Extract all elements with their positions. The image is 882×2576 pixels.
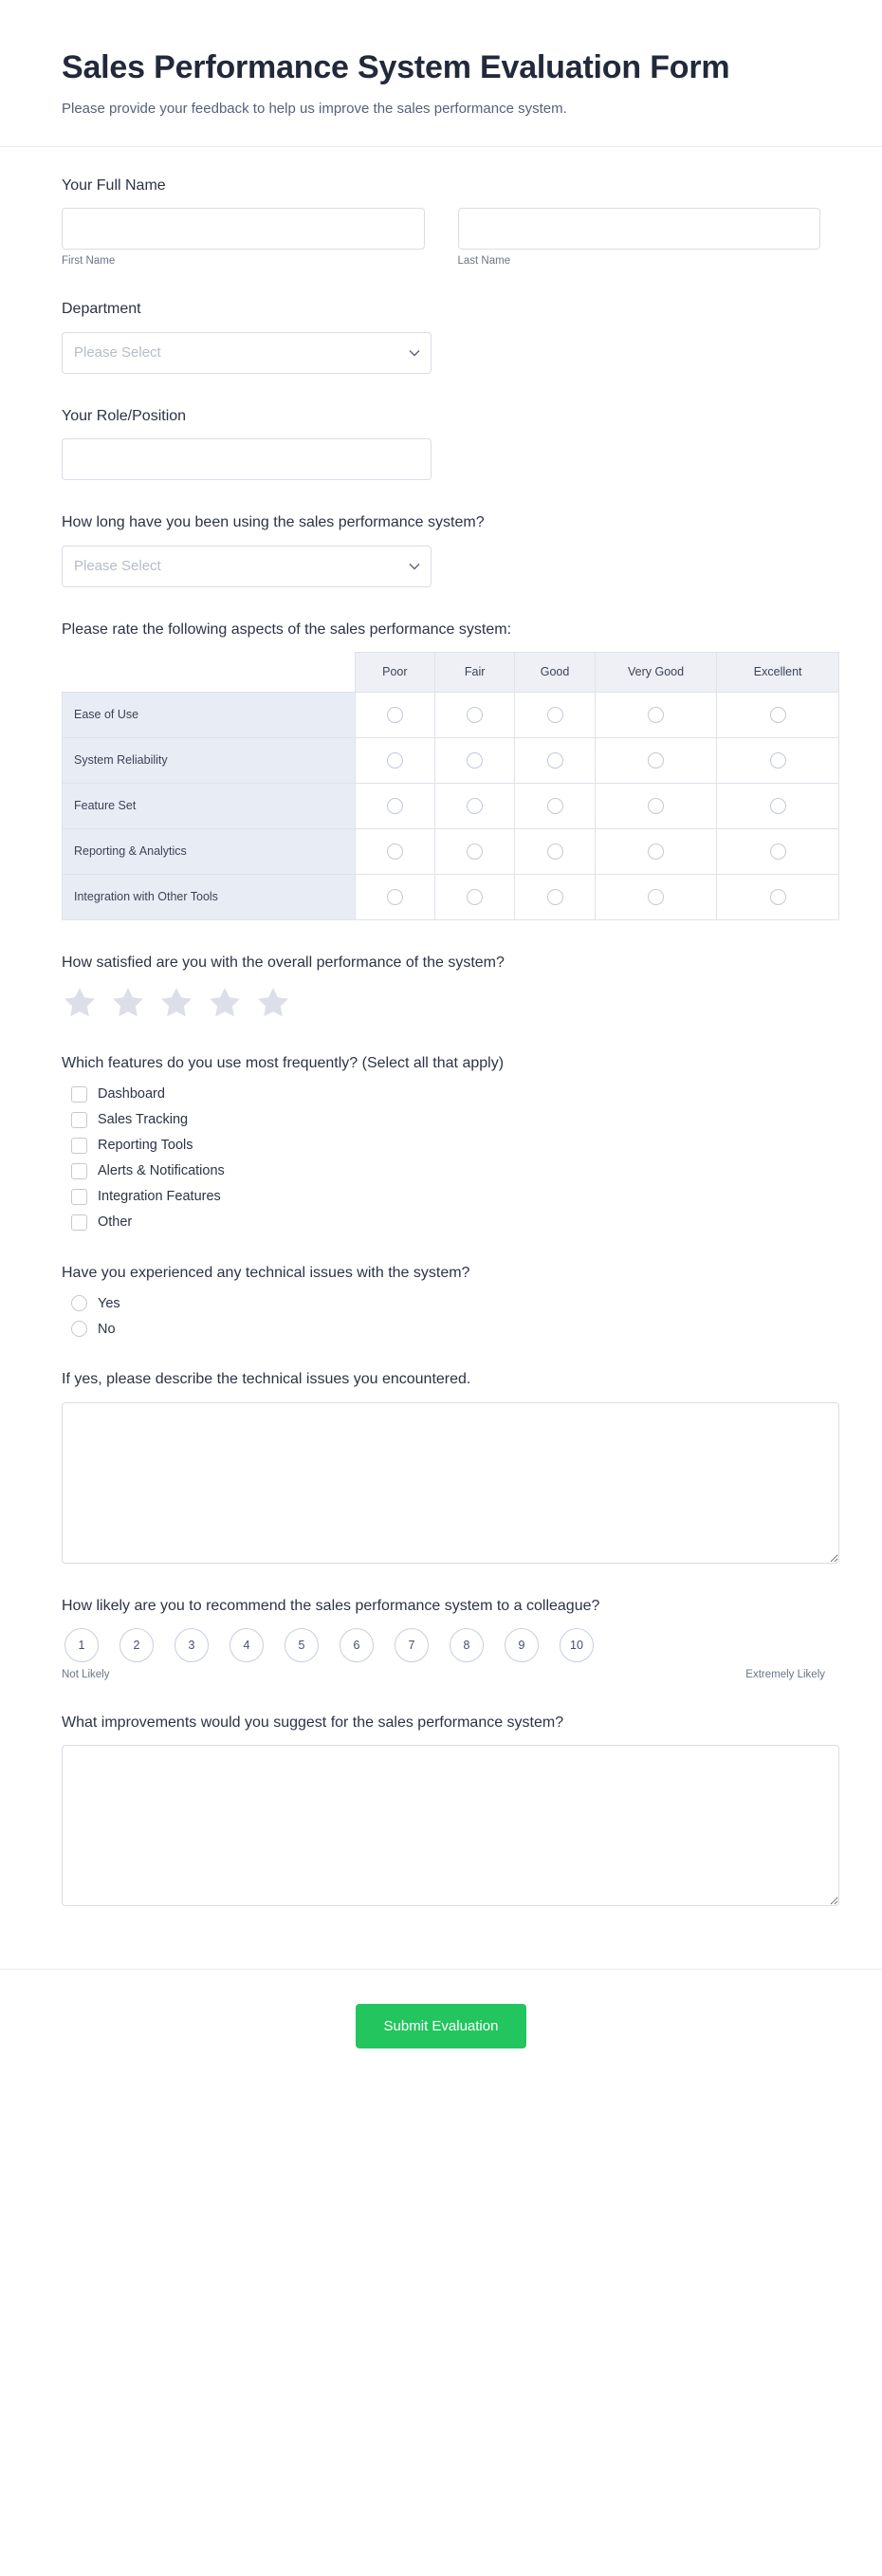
technical-issues-options: [62, 1295, 820, 1337]
matrix-cell[interactable]: [355, 737, 434, 783]
full-name-label: Your Full Name: [62, 177, 166, 195]
list-item[interactable]: [62, 1138, 820, 1154]
list-item[interactable]: [62, 1321, 820, 1337]
matrix-cell[interactable]: [435, 783, 515, 828]
matrix-row-label: Reporting & Analytics: [63, 828, 356, 874]
matrix-cell[interactable]: [515, 828, 595, 874]
checkbox-icon[interactable]: [71, 1112, 87, 1128]
last-name-group: [458, 208, 821, 267]
form-header: [0, 0, 882, 147]
department-label: Department: [62, 301, 141, 318]
option-label: Integration Features: [98, 1189, 221, 1205]
matrix-cell[interactable]: [717, 737, 839, 783]
first-name-input[interactable]: [62, 208, 425, 250]
matrix-radio[interactable]: [648, 707, 664, 723]
star-rating-label: How satisfied are you with the overall performance of the system?: [62, 954, 505, 971]
matrix-radio[interactable]: [467, 889, 483, 905]
nps-legend: [62, 1669, 825, 1680]
question-duration: [62, 512, 820, 586]
matrix-radio[interactable]: [547, 798, 563, 814]
features-label: Which features do you use most frequently? (Select all that apply): [62, 1055, 505, 1072]
matrix-radio[interactable]: [387, 889, 403, 905]
nps-option[interactable]: 6: [340, 1628, 374, 1662]
duration-label: How long have you been using the sales performance system?: [62, 514, 485, 531]
nps-option[interactable]: 2: [119, 1628, 154, 1662]
role-label: Your Role/Position: [62, 407, 187, 424]
option-label: Yes: [98, 1295, 120, 1311]
matrix-radio[interactable]: [648, 752, 664, 769]
issue-description-textarea[interactable]: [62, 1402, 839, 1564]
matrix-radio[interactable]: [387, 752, 403, 769]
matrix-radio[interactable]: [547, 752, 563, 769]
matrix-cell[interactable]: [717, 874, 839, 919]
matrix-cell[interactable]: [435, 737, 515, 783]
matrix-radio[interactable]: [648, 843, 664, 860]
matrix-cell[interactable]: [515, 874, 595, 919]
matrix-radio[interactable]: [467, 843, 483, 860]
matrix-cell[interactable]: [355, 783, 434, 828]
matrix-cell[interactable]: [717, 692, 839, 737]
star-icon[interactable]: [62, 985, 98, 1021]
last-name-sublabel: Last Name: [457, 255, 511, 268]
matrix-cell[interactable]: [717, 783, 839, 828]
role-input[interactable]: [62, 438, 432, 480]
option-label: Reporting Tools: [98, 1138, 193, 1154]
table-row: [63, 783, 839, 828]
question-department: [62, 299, 820, 373]
matrix-head: [63, 652, 839, 692]
radio-icon[interactable]: [71, 1295, 87, 1311]
nps-option[interactable]: 4: [230, 1628, 264, 1662]
matrix-cell[interactable]: [355, 874, 434, 919]
matrix-radio[interactable]: [467, 752, 483, 769]
form-subtitle: Please provide your feedback to help us improve the sales performance system.: [62, 100, 567, 117]
matrix-radio[interactable]: [547, 707, 563, 723]
matrix-corner-cell: [63, 652, 356, 692]
matrix-radio[interactable]: [770, 889, 786, 905]
duration-select-value[interactable]: Please Select: [62, 546, 432, 587]
technical-issues-label: Have you experienced any technical issues with the system?: [62, 1264, 470, 1281]
nps-option[interactable]: 9: [505, 1628, 539, 1662]
list-item[interactable]: [62, 1214, 820, 1231]
duration-select[interactable]: [62, 546, 432, 587]
matrix-cell[interactable]: [515, 692, 595, 737]
question-star-rating: [62, 953, 820, 1021]
matrix-radio[interactable]: [770, 843, 786, 860]
matrix-cell[interactable]: [515, 783, 595, 828]
option-label: Other: [98, 1214, 133, 1231]
last-name-input[interactable]: [458, 208, 821, 250]
matrix-cell[interactable]: [435, 692, 515, 737]
features-options: [62, 1086, 820, 1231]
nps-option[interactable]: 7: [395, 1628, 429, 1662]
nps-option[interactable]: 5: [285, 1628, 319, 1662]
matrix-col-poor: Poor: [355, 652, 434, 692]
matrix-cell[interactable]: [355, 692, 434, 737]
option-label: Alerts & Notifications: [98, 1163, 225, 1179]
option-label: Dashboard: [98, 1086, 165, 1103]
nps-legend-right: Extremely Likely: [745, 1668, 825, 1680]
matrix-cell[interactable]: [435, 828, 515, 874]
form-footer: [0, 1969, 882, 2101]
form-body: [0, 147, 882, 1948]
improvements-label: What improvements would you suggest for the sales performance system?: [62, 1714, 564, 1731]
question-role: [62, 406, 820, 480]
nps-option[interactable]: 3: [175, 1628, 209, 1662]
question-technical-issues: [62, 1263, 820, 1337]
matrix-cell[interactable]: [717, 828, 839, 874]
star-icon[interactable]: [158, 985, 194, 1021]
checkbox-icon[interactable]: [71, 1163, 87, 1179]
department-select-value[interactable]: Please Select: [62, 332, 432, 374]
star-rating-group[interactable]: [62, 985, 820, 1021]
option-label: No: [98, 1321, 116, 1337]
matrix-col-very-good: Very Good: [595, 652, 717, 692]
star-icon[interactable]: [207, 985, 243, 1021]
matrix-row-label: Ease of Use: [63, 692, 356, 737]
matrix-cell[interactable]: [595, 828, 717, 874]
submit-button[interactable]: Submit Evaluation: [356, 2004, 527, 2048]
list-item[interactable]: [62, 1189, 820, 1205]
matrix-radio[interactable]: [387, 798, 403, 814]
question-full-name: [62, 176, 820, 267]
matrix-radio[interactable]: [770, 752, 786, 769]
matrix-cell[interactable]: [595, 783, 717, 828]
list-item[interactable]: [62, 1295, 820, 1311]
table-row: [63, 692, 839, 737]
matrix-header-row: [63, 652, 839, 692]
nps-option[interactable]: 10: [560, 1628, 594, 1662]
matrix-cell[interactable]: [355, 828, 434, 874]
matrix-radio[interactable]: [648, 798, 664, 814]
matrix-col-good: Good: [515, 652, 595, 692]
matrix-radio[interactable]: [547, 889, 563, 905]
matrix-cell[interactable]: [435, 874, 515, 919]
matrix-cell[interactable]: [595, 692, 717, 737]
radio-icon[interactable]: [71, 1321, 87, 1337]
matrix-col-fair: Fair: [435, 652, 515, 692]
matrix-col-excellent: Excellent: [717, 652, 839, 692]
matrix-label: Please rate the following aspects of the sales performance system:: [62, 621, 512, 638]
question-improvements: [62, 1713, 820, 1906]
option-label: Sales Tracking: [98, 1112, 189, 1128]
table-row: [63, 828, 839, 874]
nps-option[interactable]: 1: [64, 1628, 99, 1662]
star-icon[interactable]: [255, 985, 291, 1021]
rating-matrix-table: [62, 652, 839, 920]
nps-scale: [62, 1628, 820, 1662]
question-features: [62, 1053, 820, 1230]
matrix-radio[interactable]: [387, 843, 403, 860]
matrix-cell[interactable]: [515, 737, 595, 783]
name-row: [62, 208, 820, 267]
checkbox-icon[interactable]: [71, 1189, 87, 1205]
table-row: [63, 737, 839, 783]
matrix-row-label: Feature Set: [63, 783, 356, 828]
page-title: Sales Performance System Evaluation Form: [62, 49, 730, 85]
matrix-cell[interactable]: [595, 737, 717, 783]
question-nps: [62, 1596, 825, 1680]
list-item[interactable]: [62, 1086, 820, 1103]
first-name-group: [62, 208, 425, 267]
matrix-cell[interactable]: [595, 874, 717, 919]
nps-option[interactable]: 8: [450, 1628, 484, 1662]
matrix-radio[interactable]: [467, 798, 483, 814]
star-icon[interactable]: [110, 985, 146, 1021]
matrix-row-label: Integration with Other Tools: [63, 874, 356, 919]
matrix-radio[interactable]: [770, 707, 786, 723]
question-rating-matrix: [62, 620, 820, 920]
department-select[interactable]: [62, 332, 432, 374]
first-name-sublabel: First Name: [62, 255, 116, 268]
matrix-radio[interactable]: [387, 707, 403, 723]
matrix-radio[interactable]: [547, 843, 563, 860]
improvements-textarea[interactable]: [62, 1745, 839, 1906]
checkbox-icon[interactable]: [71, 1214, 87, 1231]
matrix-radio[interactable]: [467, 707, 483, 723]
issue-description-label: If yes, please describe the technical issues you encountered.: [62, 1371, 471, 1388]
matrix-radio[interactable]: [648, 889, 664, 905]
matrix-row-label: System Reliability: [63, 737, 356, 783]
matrix-radio[interactable]: [770, 798, 786, 814]
table-row: [63, 874, 839, 919]
checkbox-icon[interactable]: [71, 1086, 87, 1103]
nps-legend-left: Not Likely: [62, 1668, 110, 1680]
nps-label: How likely are you to recommend the sales performance system to a colleague?: [62, 1597, 600, 1614]
question-issue-description: [62, 1369, 820, 1563]
list-item[interactable]: [62, 1112, 820, 1128]
matrix-body: [63, 692, 839, 919]
checkbox-icon[interactable]: [71, 1138, 87, 1154]
list-item[interactable]: [62, 1163, 820, 1179]
